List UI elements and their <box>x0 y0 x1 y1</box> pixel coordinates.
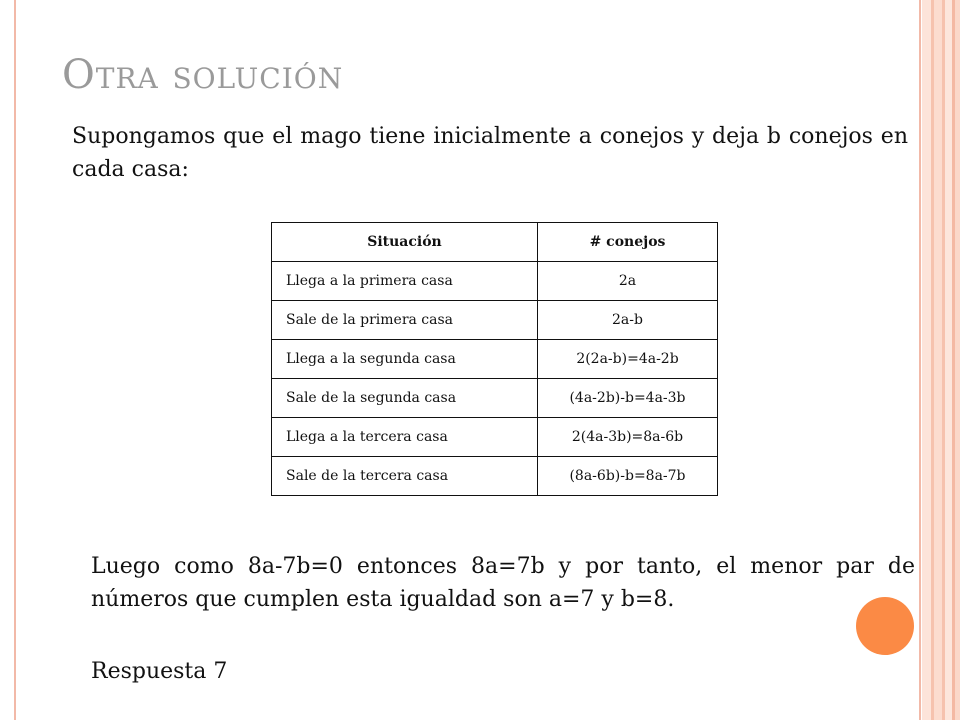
cell-situacion: Llega a la tercera casa <box>272 418 538 457</box>
cell-situacion: Sale de la tercera casa <box>272 457 538 496</box>
cell-conejos: 2(4a-3b)=8a-6b <box>538 418 718 457</box>
conclusion-paragraph: Luego como 8a-7b=0 entonces 8a=7b y por tanto, el menor par de números que cumplen esta igualdad son a=7 y b=8. <box>91 554 915 612</box>
decorative-stripes <box>922 0 960 720</box>
table-row <box>272 418 718 457</box>
slide-title: Otra solución <box>62 52 344 98</box>
cell-situacion: Sale de la segunda casa <box>272 379 538 418</box>
cell-situacion: Sale de la primera casa <box>272 301 538 340</box>
cell-situacion: Llega a la segunda casa <box>272 340 538 379</box>
header-conejos: # conejos <box>538 223 718 262</box>
header-situacion: Situación <box>272 223 538 262</box>
decorative-circle <box>856 597 914 655</box>
slide-border-left <box>14 0 16 720</box>
cell-conejos: (8a-6b)-b=8a-7b <box>538 457 718 496</box>
table-header-row <box>272 223 718 262</box>
table-row <box>272 379 718 418</box>
intro-paragraph: Supongamos que el mago tiene inicialmente a conejos y deja b conejos en cada casa: <box>72 124 908 182</box>
slide-border-right <box>919 0 921 720</box>
cell-situacion: Llega a la primera casa <box>272 262 538 301</box>
cell-conejos: 2a-b <box>538 301 718 340</box>
table-row <box>272 262 718 301</box>
solution-table <box>271 222 718 496</box>
table-row <box>272 340 718 379</box>
cell-conejos: 2(2a-b)=4a-2b <box>538 340 718 379</box>
cell-conejos: 2a <box>538 262 718 301</box>
table-row <box>272 457 718 496</box>
cell-conejos: (4a-2b)-b=4a-3b <box>538 379 718 418</box>
answer-text: Respuesta 7 <box>91 659 228 684</box>
table-row <box>272 301 718 340</box>
